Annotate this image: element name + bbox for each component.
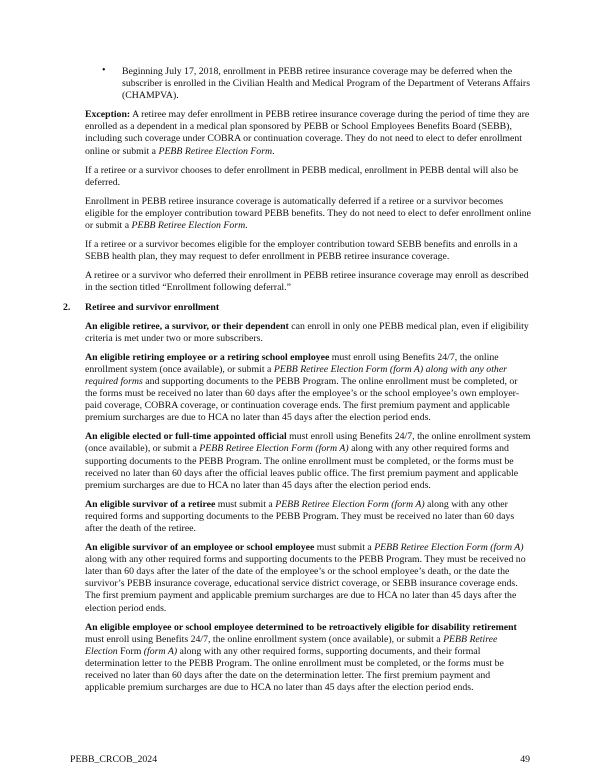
text-run: must enroll using Benefits 24/7, the online enrollment system (once available), or submit a: [85, 633, 444, 645]
paragraph: [85, 165, 531, 189]
text-run: Form: [117, 645, 144, 657]
text-run: If a retiree or a survivor chooses to defer enrollment in PEBB medical, enrollment in PEBB dental will also be deferred.: [85, 164, 519, 188]
paragraph: [85, 109, 531, 157]
text-run: An eligible survivor of a retiree: [85, 498, 216, 510]
paragraph: [85, 270, 531, 294]
text-run: can enroll in only one PEBB medical plan, even if eligibility criteria is met under two or more subscribers.: [85, 320, 529, 344]
text-run: PEBB Retiree Election Form: [131, 220, 246, 232]
list-number: 2.: [63, 301, 71, 313]
text-run: An eligible elected or full-time appointed official: [85, 431, 287, 443]
text-run: PEBB Retiree Election Form (form A): [199, 443, 349, 455]
text-run: An eligible employee or school employee determined to be retroactively eligible for disability retirement: [85, 621, 517, 633]
bullet: [85, 66, 531, 102]
text-run: .: [272, 145, 275, 157]
text-run: must enroll using Benefits 24/7, the online enrollment system (once available), or submit a: [85, 351, 499, 375]
paragraph: [85, 542, 531, 615]
bullet-icon: •: [102, 65, 106, 76]
paragraph: [85, 352, 531, 425]
paragraph: [85, 431, 531, 491]
paragraph: [85, 239, 531, 263]
text-run: along with any other required forms and supporting documents to the PEBB Program. The online enrollment must be completed, or the forms must be received no later than 60 days after the official leaves public office. The first premium payment and applicable premium surcharges are due to HCA no later than 45 days after the election period ends.: [85, 443, 519, 491]
text-run: An eligible survivor of an employee or school employee: [85, 542, 315, 554]
text-run: along with any other required forms and supporting documents to the PEBB Program. They must be received no later than 60 days after the later of the date of the employee’s or the school employee’s death, or the date the survivor’s PEBB insurance coverage, educational service district coverage, or SEBB insurance coverage ends. The first premium payment and applicable premium surcharges are due to HCA no later than 45 days after the election period ends.: [85, 554, 526, 614]
paragraph: [85, 196, 531, 232]
text-run: Exception:: [85, 109, 131, 121]
text-run: along with any other required forms, supporting documents, and their formal determination letter to the PEBB Program. The online enrollment must be completed, or the forms must be received no later than 60 days after the date on the determination letter. The first premium payment and applicable premium surcharges are due to HCA no later than 45 days after the election period ends.: [85, 645, 504, 694]
text-run: An eligible retiree, a survivor, or their dependent: [85, 320, 289, 332]
text-run: Enrollment in PEBB retiree insurance coverage is automatically deferred if a retiree or a survivor becomes eligible for the employer contribution toward PEBB benefits. They do not need to elect to defer enrollment online or submit a: [85, 195, 532, 232]
paragraph: [85, 321, 531, 345]
text-run: along with any other required forms and supporting documents to the PEBB Program. They must be received no later than 60 days after the death of the retiree.: [85, 498, 515, 534]
text-run: PEBB Retiree Election: [85, 633, 498, 657]
footer-page-number: 49: [520, 753, 530, 765]
numbered-heading: [63, 301, 531, 314]
text-run: Beginning July 17, 2018, enrollment in PEBB retiree insurance coverage may be deferred when the subscriber is enrolled in the Civilian Health and Medical Program of the Department of Veterans Affairs (CHAMPVA).: [122, 66, 531, 102]
text-run: PEBB Retiree Election Form: [158, 145, 273, 157]
document-content: [63, 65, 532, 701]
text-run: (form A): [143, 645, 178, 657]
text-run: Retiree and survivor enrollment: [85, 301, 220, 313]
text-run: .: [245, 220, 248, 232]
text-run: must submit a: [215, 498, 276, 510]
text-run: A retiree may defer enrollment in PEBB retiree insurance coverage during the period of time they are enrolled as a dependent in a medical plan sponsored by PEBB or School Employees Benefits Board (SEBB), including such coverage under COBRA or continuation coverage. They do not need to elect to defer enrollment online or submit a: [85, 109, 530, 157]
text-run: An eligible retiring employee or a retiring school employee: [85, 351, 330, 363]
footer-doc-id: PEBB_CRCOB_2024: [70, 753, 158, 765]
text-run: PEBB Retiree Election Form (form A): [374, 542, 524, 554]
text-run: PEBB Retiree Election Form (form A) along with any other required forms: [85, 363, 507, 387]
page-footer: [70, 754, 530, 766]
text-run: and supporting documents to the PEBB Program. The online enrollment must be completed, or the forms must be received no later than 60 days after the employee’s or the school employee’s own employer-paid coverage, COBRA coverage, or continuation coverage ends. The first premium payment and applicable premium surcharges are due to HCA no later than 45 days after the election period ends.: [85, 375, 519, 424]
paragraph: [85, 622, 531, 695]
paragraph: [85, 499, 531, 535]
text-run: PEBB Retiree Election Form (form A): [275, 498, 425, 510]
text-run: must submit a: [314, 542, 375, 554]
text-run: A retiree or a survivor who deferred their enrollment in PEBB retiree insurance coverage may enroll as described in the section titled “Enrollment following deferral.”: [85, 270, 529, 294]
text-run: must enroll using Benefits 24/7, the online enrollment system (once available), or submit a: [85, 431, 531, 455]
text-run: If a retiree or a survivor becomes eligible for the employer contribution toward SEBB benefits and enrolls in a SEBB health plan, they may request to defer enrollment in PEBB retiree insurance coverage.: [85, 239, 518, 263]
